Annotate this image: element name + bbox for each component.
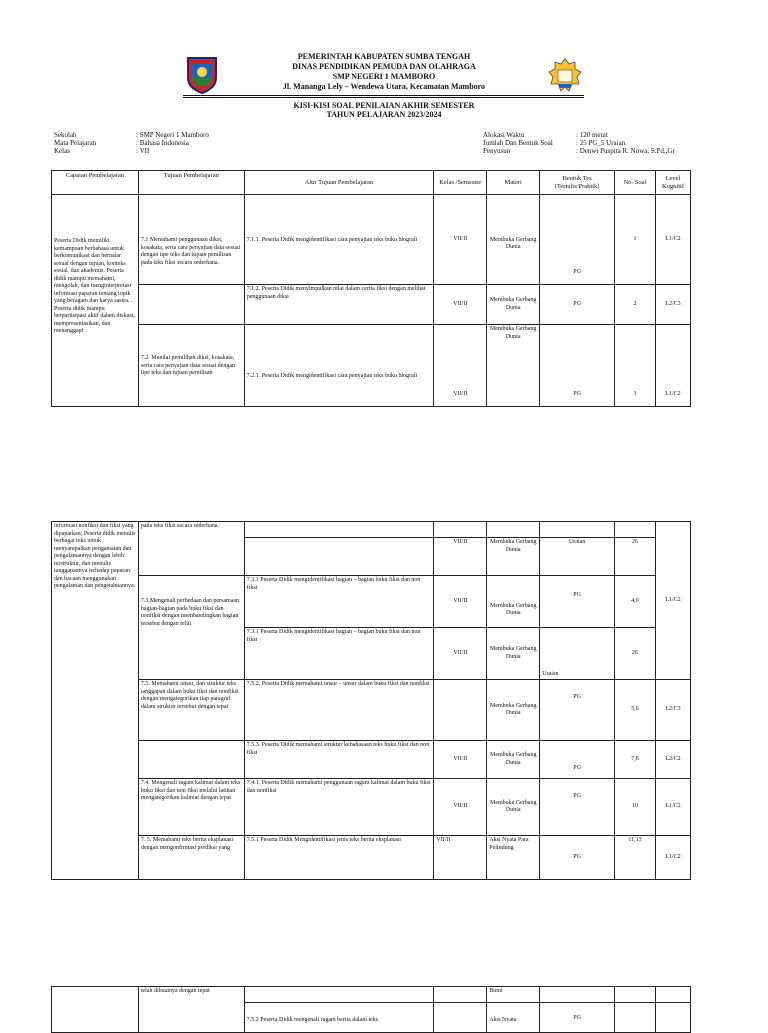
cp-cell: Peserta Didik memiliki kemampuan berbahasa untuk berkomunikasi dan bernalar sesuai dengan tujuan, konteks sosial, dan akademis. Peserta didik mampu memahami, mengolah, dan menginterpretasi informasi paparan tentang topik yang beragam dan karya sastra. . Peserta didik mampu berpartisipasi aktif dalam diskusi, mempresentasikan, dan menanggapi [52, 195, 139, 407]
level-cell-empty [656, 1003, 691, 1033]
atp-cell: 7.1.1. Peserta Didik mengidentifikasi cara penyajian teks buku biografi [244, 195, 434, 285]
meta-value: : 120 menit [576, 131, 608, 139]
cp-cell: informasi nonfiksi dan fiksi yang dipaparkan; Peserta didik menulis berbagai teks untuk menyampaikan pengamatan dan pengalamannya dengan lebih terstruktur, dan menulis tanggapannya terhadap paparan dan bacaan menggunakan pengalaman dan pengetahuannya. [52, 522, 139, 880]
tp-cell: 7.4. Mengenali ragam kalimat dalam teks buku fiksi dan non fiksi melalui latihan mengategorikan kalimat dengan tepat [138, 779, 244, 836]
tp-cell: 7.2. Menilai pemilihan diksi, kosakata, serta cara penyajian data sesuai dengan tipe teks dan tujuan pemilisan [138, 325, 244, 407]
table-row [52, 987, 691, 1003]
document-title [0, 101, 768, 119]
meta-label: Alokasi Waktu [483, 131, 525, 139]
materi-cell: Bumi [487, 987, 540, 1003]
level-cell: L1/C2 [656, 522, 691, 680]
grid-table-page2 [51, 521, 691, 880]
letterhead-line4: Jl. Mananga Lely – Wendewa Utara, Kecamatan Mamboro [282, 82, 486, 91]
atp-cell-empty [244, 538, 434, 576]
no-cell: 10 [615, 779, 656, 836]
level-cell: L1/C2 [655, 195, 690, 285]
materi-cell: Membuka Gerbang Dunia [487, 628, 540, 680]
meta-label: Kelas [54, 147, 70, 155]
materi-cell: Membuka Gerbang Dunia [487, 538, 540, 576]
level-cell: L2/C3 [655, 285, 690, 325]
materi-cell: Membuka Gerbang Dunia [487, 195, 540, 285]
atp-cell: 7.4.1. Peserta Didik memahami penggunaan ragam kalimat dalam buku fiksi dan nonfiksi [244, 779, 434, 836]
kelas-cell-empty [434, 680, 487, 741]
bentuk-cell: PG [540, 741, 615, 779]
atp-cell: 7.3.1 Peserta Didik mengidentifikasi bagian – bagian buku fiksi dan non fiksi [244, 576, 434, 628]
tp-cell: pada teks fiksi secara sederhana. [138, 522, 244, 576]
header-cp: Capaian Pembelajaran [52, 171, 139, 195]
materi-cell: Membuka Gerbang Dunia [487, 285, 540, 325]
table-row [52, 195, 691, 285]
letterhead-line3: SMP NEGERI 1 MAMBORO [332, 72, 436, 81]
bentuk-cell: PG [540, 1003, 615, 1033]
no-cell-empty [615, 987, 656, 1003]
header-divider-thin [183, 97, 584, 98]
atp-cell: 7.3.1 Peserta Didik mengidentifikasi bagian – bagian buku fiksi dan non fiksi [244, 628, 434, 680]
level-cell: L1/C2 [655, 325, 690, 407]
meta-value: : 25 PG_5 Uraian [576, 139, 626, 147]
meta-value: : Denwi Puspita R. Nowa, S.Pd.,Gr [576, 147, 675, 155]
atp-cell: 7.2.1. Peserta Didik mengidentifikasi cara penyajian teks buku biografi [244, 325, 434, 407]
bentuk-cell: PG [540, 285, 615, 325]
header-level: Level Kognitif [655, 171, 690, 195]
meta-label: Mata Pelajaran [54, 139, 97, 147]
tp-cell: 7.3.Mengenali perbedaan dan persamaan bagian-bagian pada buku fiksi dan nonfiksi dengan membandingkan bagian tersebut dengan teliti [138, 576, 244, 680]
atp-cell: 7.5.3. Peserta Didik memahami struktur kebahasaan teks buku fiksi dan non fiksi [244, 741, 434, 779]
title-line2: TAHUN PELAJARAN 2023/2024 [326, 110, 442, 119]
materi-cell-empty [487, 522, 540, 538]
tp-cell-empty [138, 285, 244, 325]
header-tp: Tujuan Pembelajaran [138, 171, 244, 195]
table-row [52, 576, 691, 628]
level-cell: L2/C3 [656, 680, 691, 741]
meta-label: Penyusun [483, 147, 511, 155]
materi-cell: Aksi Nyata [487, 1003, 540, 1033]
bentuk-cell: PG [540, 836, 615, 880]
materi-cell: Membuka Gerbang Dunia [487, 576, 540, 628]
no-cell: 5,6 [615, 680, 656, 741]
tp-cell: 7.5. Memahami unsur, dan struktur teks tanggapan dalam buku fiksi dan nonfiksi dengan mengategorikan tiap paragraf dalam struktur tersebut dengan tepat [138, 680, 244, 741]
no-cell: 3 [615, 325, 656, 407]
kelas-cell: VII/II [434, 285, 487, 325]
table-row [52, 836, 691, 880]
atp-cell: 7.5.1 Peserta Didik Mengidentifikasi jenis teks berita eksplanasi [244, 836, 434, 880]
atp-cell: 7.1.2. Peserta Didik menyimpulkan nilai dalam cerita fiksi dengan melihat penggunaan diksi [244, 285, 434, 325]
tp-cell: telah dibuatnya dengan tepat [138, 987, 244, 1033]
no-cell: 4,9 [615, 576, 656, 628]
kelas-cell: VII/II [434, 628, 487, 680]
bentuk-cell: Uraian [540, 538, 615, 576]
tp-cell-empty [138, 741, 244, 779]
materi-cell: Membuka Gerbang Dunia [487, 741, 540, 779]
table-row [52, 522, 691, 538]
tp-cell: 7.1 Memahami penggunaan diksi, kosakata, serta cara penyajian data sesuai dengan tipe teks dan tujuan pemilisan pada teks fiksi secara sederhana. [138, 195, 244, 285]
grid-table-page3 [51, 986, 691, 1033]
level-cell: L1/C2 [656, 779, 691, 836]
kelas-cell: VII/II [434, 741, 487, 779]
materi-cell: Membuka Gerbang Dunia [487, 325, 540, 407]
letterhead [0, 52, 768, 92]
tp-cell: 7. 5. Memahami teks berita eksplanasi dengan mengonfirmasi prediksi yang [138, 836, 244, 880]
header-bentuk: Bentuk Tes (Tertulis/Praktik) [540, 171, 615, 195]
bentuk-cell: PG [540, 680, 615, 741]
table-row [52, 325, 691, 407]
bentuk-cell: PG [540, 195, 615, 285]
meta-value: : Bahasa Indonesia [136, 139, 189, 147]
no-cell: 26 [615, 538, 656, 576]
kelas-cell-empty [434, 987, 487, 1003]
table-row [52, 741, 691, 779]
no-cell: 26 [615, 628, 656, 680]
table-header-row [52, 171, 691, 195]
cp-cell-empty [52, 987, 139, 1033]
atp-cell-empty [244, 987, 434, 1003]
bentuk-cell: PG [540, 325, 615, 407]
atp-cell: 7.5.2. Peserta Didik memahami unsur – unsur dalam buku fiksi dan nonfiksi [244, 680, 434, 741]
header-kelas: Kelas /Semester [434, 171, 487, 195]
no-cell: 2 [615, 285, 656, 325]
level-cell-empty [656, 987, 691, 1003]
no-cell: 1 [615, 195, 656, 285]
table-row [52, 779, 691, 836]
header-divider [183, 95, 584, 96]
kelas-cell: VII/II [434, 538, 487, 576]
no-cell: 11,13 [615, 836, 656, 880]
level-cell: L1/C2 [656, 836, 691, 880]
meta-left [54, 131, 209, 155]
letterhead-line2: DINAS PENDIDIKAN PEMUDA DAN OLAHRAGA [292, 62, 476, 71]
meta-right [483, 131, 675, 155]
kelas-cell: VII/II [434, 325, 487, 407]
kelas-cell: VII/II [434, 576, 487, 628]
kelas-cell-empty [434, 522, 487, 538]
materi-cell: Aksi Nyata Para Pelindung [487, 836, 540, 880]
kelas-cell: VII/II [434, 779, 487, 836]
atp-cell: 7.5.2 Peserta Didik mengenali ragam berita dalam teks [244, 1003, 434, 1033]
meta-value: : SMP Negeri 1 Mamboro [136, 131, 209, 139]
no-cell-empty [615, 1003, 656, 1033]
level-cell: L2/C2 [656, 741, 691, 779]
no-cell: 7,8 [615, 741, 656, 779]
table-row [52, 680, 691, 741]
meta-label: Sekolah [54, 131, 77, 139]
grid-table-page1 [51, 170, 691, 407]
kelas-cell: VII/II [434, 195, 487, 285]
title-line1: KISI-KISI SOAL PENILAIAN AKHIR SEMESTER [293, 101, 475, 110]
header-atp: Alur Tujuan Pembelajaran [244, 171, 434, 195]
bentuk-cell: PG [540, 576, 615, 628]
kelas-cell-empty [434, 1003, 487, 1033]
meta-value: : VII [136, 147, 150, 155]
bentuk-cell: PG [540, 779, 615, 836]
bentuk-cell-empty [540, 987, 615, 1003]
materi-cell: Membuka Gerbang Dunia [487, 680, 540, 741]
kelas-cell: VII/II [434, 836, 487, 880]
header-no: No. Soal [615, 171, 656, 195]
bentuk-cell: Uraian [540, 628, 615, 680]
bentuk-cell-empty [540, 522, 615, 538]
no-cell-empty [615, 522, 656, 538]
materi-cell: Membuka Gerbang Dunia [487, 779, 540, 836]
atp-cell-empty [244, 522, 434, 538]
letterhead-line1: PEMERINTAH KABUPATEN SUMBA TENGAH [297, 52, 471, 61]
header-materi: Materi [487, 171, 540, 195]
table-row [52, 285, 691, 325]
meta-label: Jumlah Dan Bentuk Soal [483, 139, 553, 147]
